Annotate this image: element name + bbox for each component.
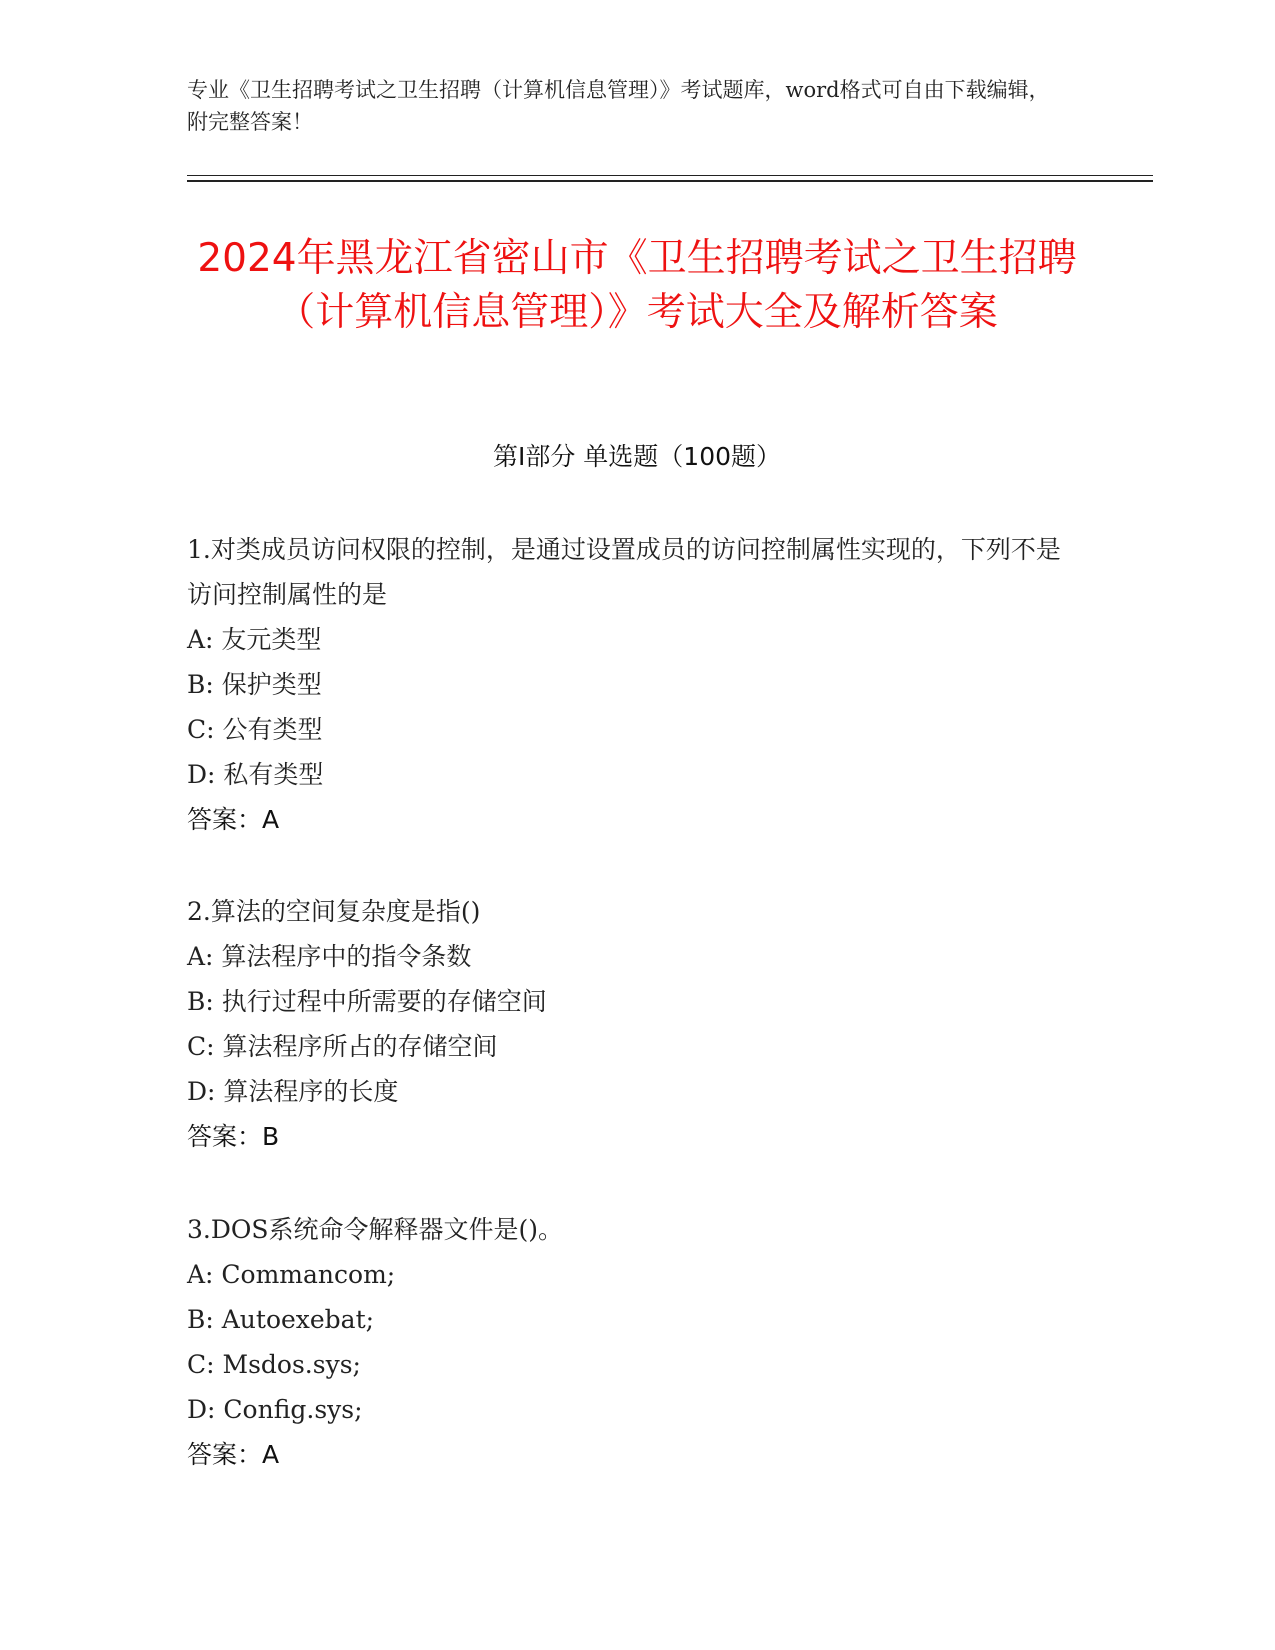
section-title: 第Ⅰ部分 单选题（100题） <box>492 442 782 471</box>
question-3 <box>187 1207 1067 1477</box>
option-d: D: 算法程序的长度 <box>187 1077 399 1106</box>
header-divider-thin <box>187 175 1153 176</box>
question-1 <box>187 527 1067 842</box>
question-stem: 2.算法的空间复杂度是指() <box>187 897 481 926</box>
option-d: D: 私有类型 <box>187 760 324 789</box>
option-b: B: 保护类型 <box>187 670 322 699</box>
option-c: C: 算法程序所占的存储空间 <box>187 1032 498 1061</box>
header-note: 专业《卫生招聘考试之卫生招聘（计算机信息管理）》考试题库，word格式可自由下载编辑，附完整答案！ <box>187 78 1050 134</box>
answer: 答案：B <box>187 1122 280 1151</box>
question-stem: 3.DOS系统命令解释器文件是()。 <box>187 1215 564 1244</box>
question-2 <box>187 889 1067 1159</box>
document-title: 2024年黑龙江省密山市《卫生招聘考试之卫生招聘（计算机信息管理）》考试大全及解析答案 <box>197 236 1077 335</box>
option-c: C: Msdos.sys; <box>187 1350 361 1379</box>
option-b: B: 执行过程中所需要的存储空间 <box>187 987 547 1016</box>
option-a: A: 算法程序中的指令条数 <box>187 942 472 971</box>
answer: 答案：A <box>187 1440 280 1469</box>
option-a: A: Commancom; <box>187 1260 396 1289</box>
header-divider-thick <box>187 180 1153 182</box>
option-d: D: Config.sys; <box>187 1395 363 1424</box>
option-c: C: 公有类型 <box>187 715 323 744</box>
answer: 答案：A <box>187 805 280 834</box>
option-b: B: Autoexebat; <box>187 1305 375 1334</box>
question-stem: 1.对类成员访问权限的控制，是通过设置成员的访问控制属性实现的，下列不是访问控制属性的是 <box>187 535 1061 609</box>
option-a: A: 友元类型 <box>187 625 322 654</box>
